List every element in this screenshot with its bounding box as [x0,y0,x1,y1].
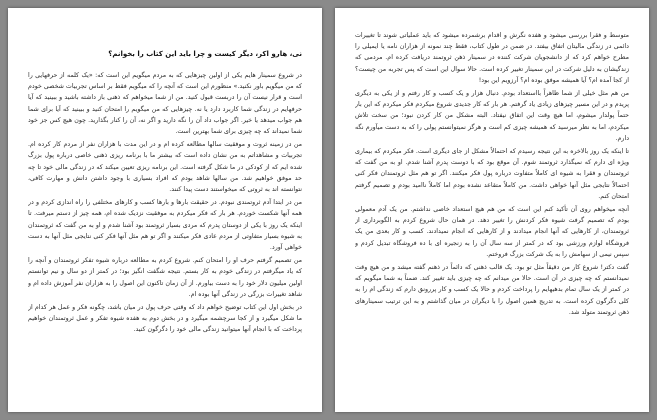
left-page-text [28,30,302,402]
left-paragraph-5: در بخش اول این کتاب توضیح خواهم داد که وقتی حرف پول در میان باشد، چگونه فکر و عمل هر کدام از ما شکل میگیرد و از کجا سرچشمه میگیرد و در بخش دوم به هفده شیوه تفکر و عمل ثروتمندان خواهیم پرداخت که با انجام آنها میتوانید زندگی مالی خود را دگرگون کنید. [28,304,302,334]
chapter-heading: نی، هارو اکر، دیگر کیست و چرا باید این کتاب را بخوانم؟ [108,50,302,58]
right-paragraph-1: متوسط و فقرا بررسی میشود و هفده نگرش و اقدام برشمرده میشود که باید عملیاتی شوند تا تغییرات دائمی در زندگی مالیتان اتفاق بیفتد. در ضمن در طول کتاب، فقط چند نمونه از هزاران نامه یا ایمیلی را مطرح خواهم کرد که از دانشجویان شرکت کننده در سمینار ذهن ثروتمند دریافت کرده ام. مردمی که زندگیشان به دلیل شرکت در این سمینار تغییر کرده است. حالا سوال این است که پس تجربه من چیست؟ از کجا آمده ام؟ آیا همیشه موفق بوده ام؟ آرزویم این بود! [355,32,629,84]
right-paragraph-2: من هم مثل خیلی از شما ظاهراً بااستعداد بودم. دنبال هزار و یک کسب و کار رفتم و از یکی به دیگری پریدم و در این مسیر چیزهای زیادی یاد گرفتم. هر بار که کار جدیدی شروع میکردم فکر میکردم که این بار حتماً پولدار میشوم، اما هیچ وقت این اتفاق نیفتاد. البته مشکل من کار کردن نبود؛ من سخت تلاش میکردم، اما به نظر میرسید که همیشه چیزی کم است و هرگز نمیتوانستم پولی را که به دست میآورم نگه دارم. [355,90,629,142]
right-paragraph-4: آنچه میخواهم روی آن تأکید کنم این است که من هم هیچ استعداد خاصی نداشتم. من یک آدم معمولی بودم که تصمیم گرفت شیوه فکر کردنش را تغییر دهد. در همان حال شروع کردم به الگوبرداری از ثروتمندان، از کارهایی که آنها انجام میدادند و از کارهایی که انجام نمیدادند. کسب و کار بعدی من یک فروشگاه لوازم ورزشی بود که در کمتر از سه سال آن را به زنجیره ای با ده فروشگاه تبدیل کردم و سپس نیمی از سهامش را به یک شرکت بزرگ فروختم. [355,206,629,258]
left-paragraph-2: من در زمینه ثروت و موفقیت سالها مطالعه کرده ام و در این مدت با هزاران نفر از مردم کار کرده ام. تجربیات و مشاهداتم به من نشان داده است که بیشتر ما با برنامه ریزی ذهنی خاصی درباره پول بزرگ شده ایم که از کودکی در ما شکل گرفته است. این برنامه ریزی تعیین میکند که در زندگی مالی خود تا چه حد موفق خواهیم شد. من سالها شاهد بودم که افراد بسیاری با وجود داشتن دانش و مهارت کافی، نتوانسته اند به ثروتی که میخواستند دست پیدا کنند. [28,141,302,194]
right-page-text [355,30,629,402]
left-paragraph-3: من در ابتدا آدم ثروتمندی نبودم. در حقیقت بارها و بارها کسب و کارهای مختلفی را راه اندازی کردم و در همه آنها شکست خوردم. هر بار که فکر میکردم به موفقیت نزدیک شده ام، همه چیز از دستم میرفت. تا اینکه یک روز با یکی از دوستان پدرم که مردی بسیار ثروتمند بود آشنا شدم و او به من گفت که ثروتمندان به شیوه بسیار متفاوتی از مردم عادی فکر میکنند و اگر تو هم مثل آنها فکر کنی نتایجی مثل آنها به دست خواهی آورد. [28,199,302,252]
right-paragraph-3: تا اینکه یک روز بالاخره به این نتیجه رسیدم که احتمالاً مشکل از جای دیگری است. فکر میکردم که بیماری ویژه ای دارم که نمیگذارد ثروتمند شوم. آن موقع بود که با دوست پدرم آشنا شدم. او به من گفت که ثروتمندان و فقرا به شیوه ای کاملاً متفاوت درباره پول فکر میکنند. اگر تو هم مثل ثروتمندان فکر کنی احتمالاً نتایجی مثل آنها خواهی داشت. من کاملاً متقاعد نشده بودم اما کاملاً ناامید بودم و تصمیم گرفتم امتحان کنم. [355,148,629,200]
right-page [335,8,649,412]
left-page [8,8,322,412]
right-paragraph-5: گفت دکتر! شروع کار من دقیقاً مثل تو بود. یک قالب ذهنی که دائماً در ذهنم گفته میشد و من هیچ وقت نمیدانستم که چه چیزی در آن است. حالا من میدانم که چه چیزی باید تغییر کند. ضمناً به شما میگویم که در کمتر از یک سال تمام بدهیهایم را پرداخت کردم و حالا یک کسب و کار پررونق دارم که زندگی ام را به کلی دگرگون کرده است. به تدریج همین اصول را با دیگران در میان گذاشتم و به این ترتیب سمینارهای ذهن ثروتمند متولد شد. [355,264,629,316]
left-paragraph-1: در شروع سمینار هایم یکی از اولین چیزهایی که به مردم میگویم این است که: «یک کلمه از حرفهایی را که من میگویم باور نکنید.» منظورم این است که آنچه را که میگویم فقط بر اساس تجربیات شخصی خودم است و قرار نیست آن را دربست قبول کنید. من از شما میخواهم که ذهنی باز داشته باشید و ببینید که آیا حرفهایم در زندگی شما کاربرد دارد یا نه. چیزهایی که من میگویم را امتحان کنید و ببینید که آیا برای شما هم جواب میدهد یا خیر. اگر جواب داد آن را نگه دارید و اگر نه، آن را کنار بگذارید. چون هیچ کس جز خود شما نمیداند که چه چیزی برای شما بهترین است. [28,72,302,136]
left-paragraph-4: من تصمیم گرفتم حرف او را امتحان کنم. شروع کردم به مطالعه درباره شیوه تفکر ثروتمندان و آنچه را که یاد میگرفتم در زندگی خودم به کار بستم. نتیجه شگفت انگیز بود؛ در کمتر از دو سال و نیم توانستم اولین میلیون دلار خود را به دست بیاورم. از آن زمان تاکنون این اصول را به هزاران نفر آموزش داده ام و شاهد تغییرات بزرگی در زندگی آنها بوده ام. [28,257,302,298]
